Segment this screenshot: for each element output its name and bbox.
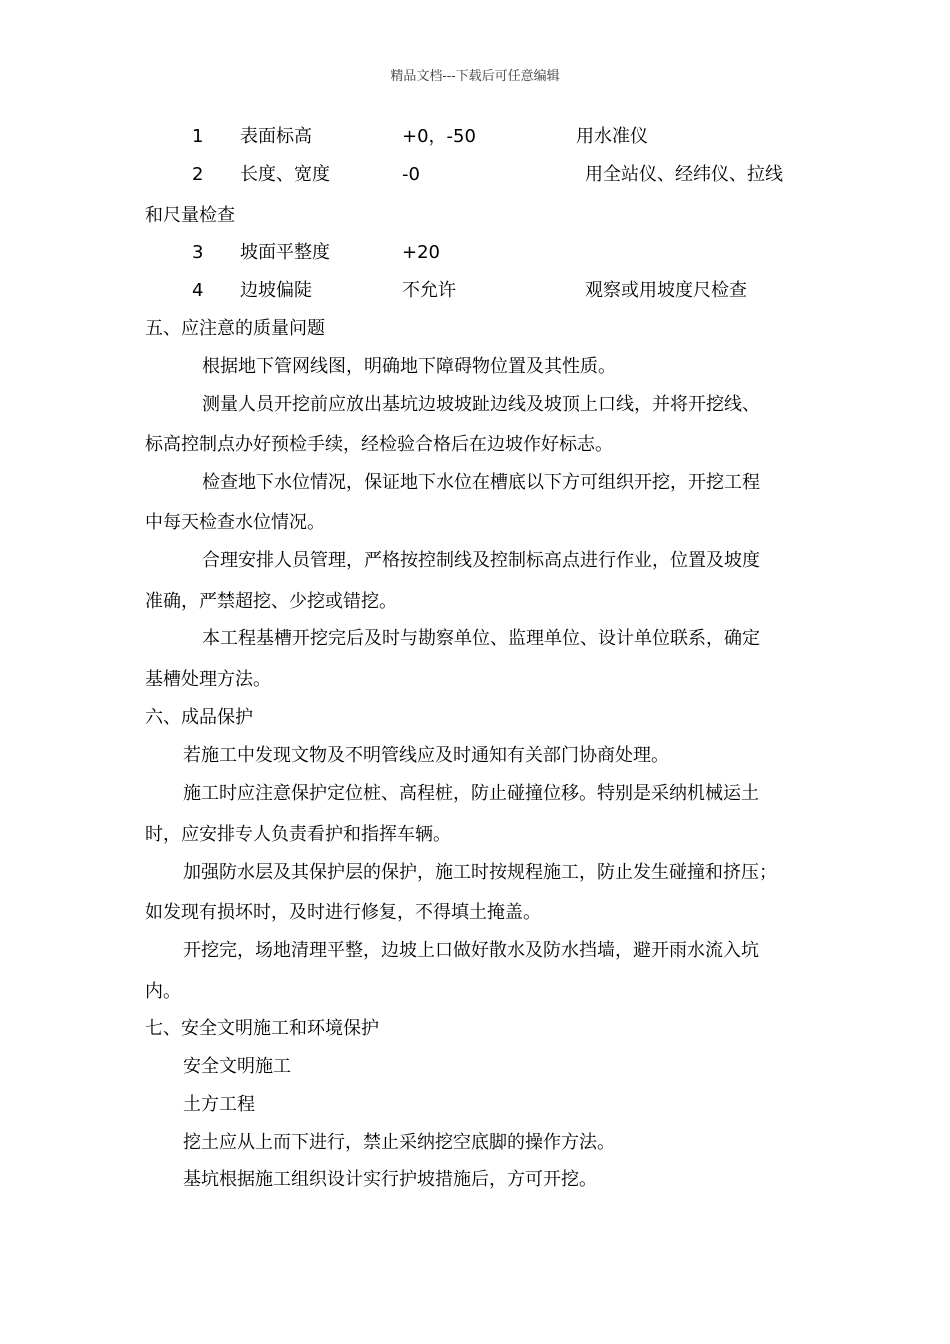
page-header: 精品文档---下载后可任意编辑 (390, 69, 560, 84)
row-number: 1 (192, 126, 204, 147)
paragraph: 基坑根据施工组织设计实行护坡措施后，方可开挖。 (183, 1169, 597, 1190)
row-tolerance: -0 (402, 164, 420, 185)
paragraph-continuation: 中每天检查水位情况。 (145, 512, 325, 533)
section-heading: 六、成品保护 (145, 707, 253, 728)
paragraph-continuation: 时，应安排专人负责看护和指挥车辆。 (145, 824, 451, 845)
row-number: 3 (192, 242, 204, 263)
row-tolerance: +0，-50 (402, 126, 476, 147)
row-method-continuation: 和尺量检查 (145, 205, 235, 226)
subheading: 土方工程 (183, 1094, 255, 1115)
row-tolerance: +20 (402, 242, 440, 263)
paragraph: 检查地下水位情况，保证地下水位在槽底以下方可组织开挖，开挖工程 (202, 472, 760, 493)
paragraph: 挖土应从上而下进行，禁止采纳挖空底脚的操作方法。 (183, 1132, 615, 1153)
section-heading: 五、应注意的质量问题 (145, 318, 325, 339)
row-method: 用水准仪 (576, 126, 648, 147)
row-tolerance: 不允许 (402, 280, 456, 301)
paragraph: 测量人员开挖前应放出基坑边坡坡趾边线及坡顶上口线，并将开挖线、 (202, 394, 760, 415)
row-number: 4 (192, 280, 204, 301)
row-number: 2 (192, 164, 204, 185)
row-method: 观察或用坡度尺检查 (585, 280, 747, 301)
paragraph: 加强防水层及其保护层的保护，施工时按规程施工，防止发生碰撞和挤压； (183, 862, 777, 883)
row-method: 用全站仪、经纬仪、拉线 (585, 164, 783, 185)
paragraph: 合理安排人员管理，严格按控制线及控制标高点进行作业，位置及坡度 (202, 550, 760, 571)
paragraph: 若施工中发现文物及不明管线应及时通知有关部门协商处理。 (183, 745, 669, 766)
paragraph: 开挖完，场地清理平整，边坡上口做好散水及防水挡墙，避开雨水流入坑 (183, 940, 759, 961)
paragraph-continuation: 标高控制点办好预检手续，经检验合格后在边坡作好标志。 (145, 434, 613, 455)
paragraph-continuation: 基槽处理方法。 (145, 669, 271, 690)
paragraph: 根据地下管网线图，明确地下障碍物位置及其性质。 (202, 356, 616, 377)
section-heading: 七、安全文明施工和环境保护 (145, 1018, 379, 1039)
subheading: 安全文明施工 (183, 1056, 291, 1077)
paragraph-continuation: 准确，严禁超挖、少挖或错挖。 (145, 591, 397, 612)
paragraph: 本工程基槽开挖完后及时与勘察单位、监理单位、设计单位联系，确定 (202, 628, 760, 649)
paragraph-continuation: 如发现有损坏时，及时进行修复，不得填土掩盖。 (145, 902, 541, 923)
paragraph: 施工时应注意保护定位桩、高程桩，防止碰撞位移。特别是采纳机械运土 (183, 783, 759, 804)
row-item: 表面标高 (240, 126, 312, 147)
row-item: 长度、宽度 (240, 164, 330, 185)
paragraph-continuation: 内。 (145, 981, 181, 1002)
row-item: 边坡偏陡 (240, 280, 312, 301)
row-item: 坡面平整度 (240, 242, 330, 263)
